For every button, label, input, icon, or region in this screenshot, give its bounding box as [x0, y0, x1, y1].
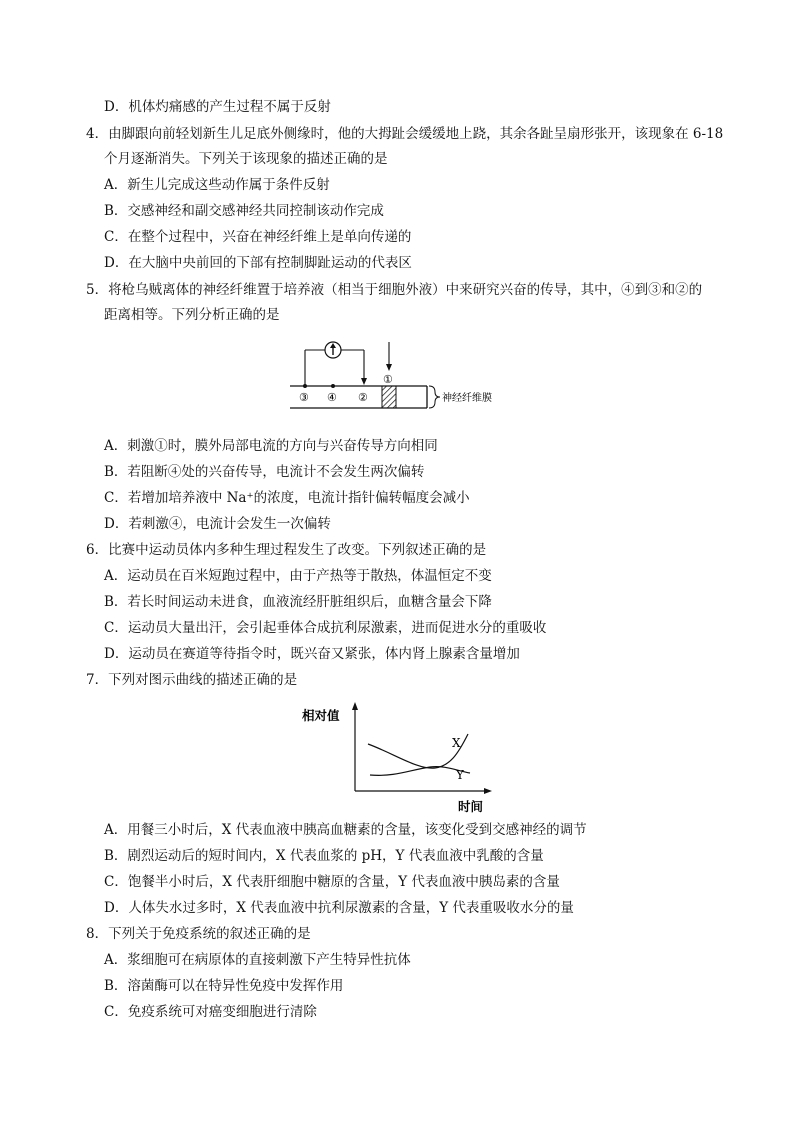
graph-xlabel: 时间 [458, 799, 484, 814]
q4-option-a: A．新生儿完成这些动作属于条件反射 [104, 177, 330, 193]
q3-option-d: D．机体灼痛感的产生过程不属于反射 [104, 99, 331, 115]
q5-stem-line1: 5．将枪乌贼离体的神经纤维置于培养液（相当于细胞外液）中来研究兴奋的传导，其中，④到③和②的 [86, 282, 703, 298]
membrane-brace [429, 386, 440, 408]
stimulus-arrow [386, 342, 392, 371]
q7-option-d: D．人体失水过多时，X 代表血液中抗利尿激素的含量，Y 代表重吸收水分的量 [104, 900, 574, 916]
q4-option-d: D．在大脑中央前回的下部有控制脚趾运动的代表区 [104, 255, 412, 271]
q6-option-a: A．运动员在百米短跑过程中，由于产热等于散热，体温恒定不变 [104, 568, 492, 584]
q4-stem-line1: 4．由脚跟向前轻划新生儿足底外侧缘时，他的大拇趾会缓缓地上跷，其余各趾呈扇形张开，该现象在 6-18 [86, 126, 724, 142]
curve-y [370, 767, 470, 776]
point-2-mark: ② [358, 391, 368, 404]
graph-ylabel: 相对值 [302, 708, 340, 723]
point-3-mark: ③ [299, 391, 309, 404]
q5-stem-line2: 距离相等。下列分析正确的是 [104, 307, 280, 323]
q4-stem-line2: 个月逐渐消失。下列关于该现象的描述正确的是 [104, 151, 388, 167]
curve-x-label: X [452, 736, 461, 750]
nerve-fiber-figure [285, 340, 515, 420]
curve-y-label: Y [456, 768, 464, 782]
q7-stem: 7．下列对图示曲线的描述正确的是 [86, 672, 298, 688]
curve-graph-figure [300, 698, 500, 816]
blocked-segment [382, 386, 396, 408]
q4-option-b: B．交感神经和副交感神经共同控制该动作完成 [104, 203, 384, 219]
q8-option-b: B．溶菌酶可以在特异性免疫中发挥作用 [104, 978, 344, 994]
q8-option-a: A．浆细胞可在病原体的直接刺激下产生特异性抗体 [104, 952, 411, 968]
q5-option-d: D．若刺激④，电流计会发生一次偏转 [104, 516, 331, 532]
q7-option-a: A．用餐三小时后，X 代表血液中胰高血糖素的含量，该变化受到交感神经的调节 [104, 822, 587, 838]
galvanometer [303, 342, 367, 388]
q6-stem: 6．比赛中运动员体内多种生理过程发生了改变。下列叙述正确的是 [86, 542, 487, 558]
q6-option-c: C．运动员大量出汗，会引起垂体合成抗利尿激素，进而促进水分的重吸收 [104, 620, 547, 636]
q6-option-b: B．若长时间运动未进食，血液流经肝脏组织后，血糖含量会下降 [104, 594, 492, 610]
q6-option-d: D．运动员在赛道等待指令时，既兴奋又紧张，体内肾上腺素含量增加 [104, 646, 520, 662]
q5-option-a: A．刺激①时，膜外局部电流的方向与兴奋传导方向相同 [104, 438, 438, 454]
q4-option-c: C．在整个过程中，兴奋在神经纤维上是单向传递的 [104, 229, 412, 245]
point-1-mark: ① [383, 373, 393, 386]
q8-stem: 8．下列关于免疫系统的叙述正确的是 [86, 926, 311, 942]
q5-option-b: B．若阻断④处的兴奋传导，电流计不会发生两次偏转 [104, 464, 425, 480]
point-4-mark: ④ [327, 391, 337, 404]
q5-option-c: C．若增加培养液中 Na⁺的浓度，电流计指针偏转幅度会减小 [104, 490, 470, 506]
q7-option-b: B．剧烈运动后的短时间内，X 代表血浆的 pH，Y 代表血液中乳酸的含量 [104, 848, 544, 864]
membrane-label: 神经纤维膜 [442, 393, 492, 404]
q7-option-c: C．饱餐半小时后，X 代表肝细胞中糖原的含量，Y 代表血液中胰岛素的含量 [104, 874, 560, 890]
q8-option-c: C．免疫系统可对癌变细胞进行清除 [104, 1004, 317, 1020]
graph-axes [352, 702, 492, 794]
